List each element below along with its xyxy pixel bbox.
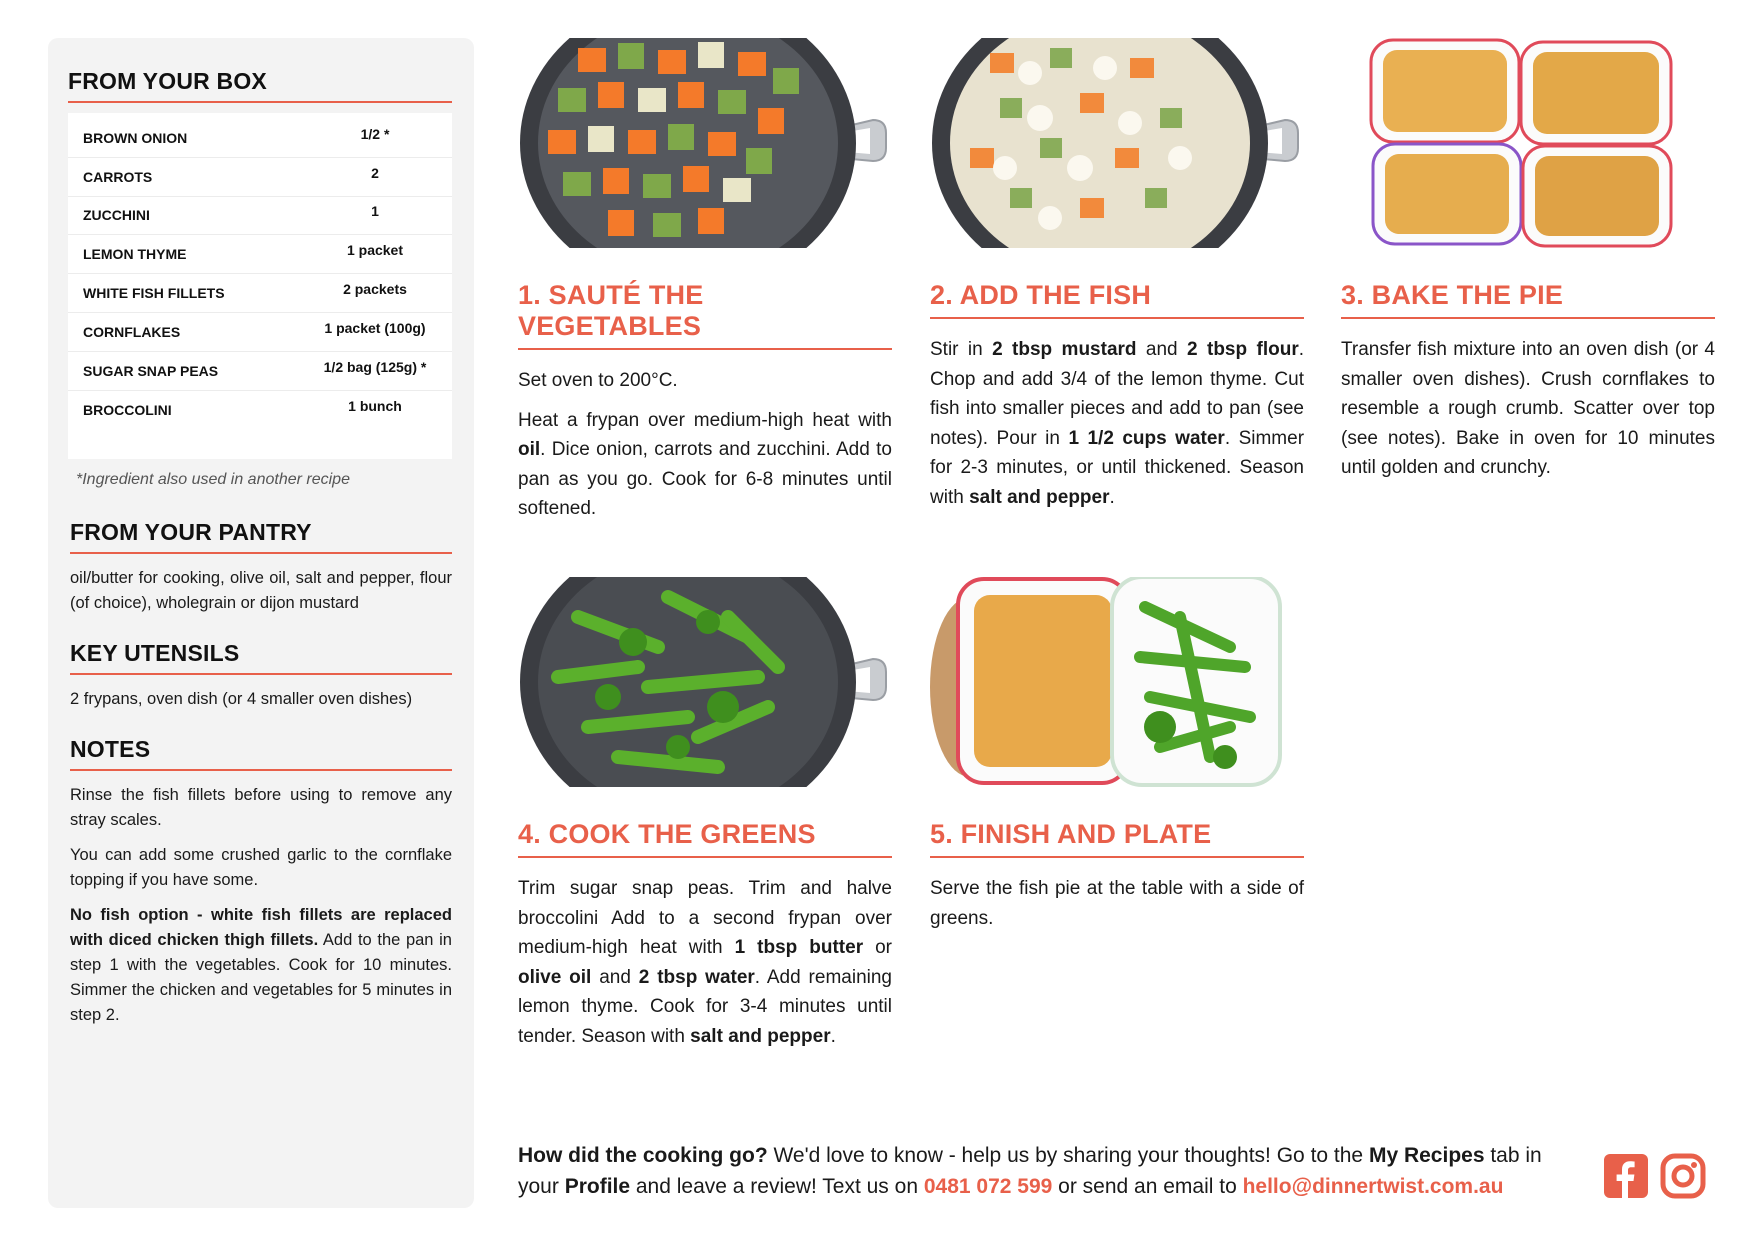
ingredient-row: [68, 274, 452, 313]
ingredient-row: [68, 391, 452, 430]
utensils-text: 2 frypans, oven dish (or 4 smaller oven dishes): [70, 690, 413, 709]
pantry-section: [68, 519, 452, 616]
email-link[interactable]: hello@dinnertwist.com.au: [1242, 1175, 1504, 1198]
step-4: [518, 577, 892, 1051]
step-4-text: [518, 874, 892, 1051]
ingredients-sidebar: [48, 38, 474, 1208]
instagram-icon[interactable]: [1660, 1153, 1706, 1199]
step-bold: 1 1/2 cups water: [1068, 427, 1225, 449]
ingredient-qty: 1: [371, 203, 379, 220]
footer-bold: Profile: [564, 1175, 631, 1198]
step-bold: 2 tbsp flour: [1187, 339, 1299, 360]
ingredient-row: [68, 235, 452, 274]
ingredient-name: ZUCCHINI: [83, 207, 150, 224]
step-text: . Simmer for 2-3 minutes, or until thickened. Season with: [930, 427, 1305, 508]
pan-vegetables-image: [518, 38, 892, 248]
step-bold: 1 tbsp butter: [734, 937, 864, 958]
note-bold: No fish option - white fish fillets are replaced with diced chicken thigh fillets.: [70, 906, 452, 950]
ingredients-table: [68, 113, 452, 459]
step-1-text: [518, 406, 892, 524]
step-5: [930, 577, 1304, 933]
ingredient-row: [68, 197, 452, 236]
note-paragraph: [70, 903, 452, 1028]
step-2-photo: [930, 38, 1304, 248]
step-5-photo: [930, 577, 1304, 787]
footer-text: We'd love to know - help us by sharing your thoughts! Go to the: [767, 1144, 1369, 1167]
step-3-text: Transfer fish mixture into an oven dish (or 4 smaller oven dishes). Crush cornflakes to resemble a rough crumb. Scatter over top (see notes). Bake in oven for 10 minutes until golden and crunchy.: [1341, 339, 1715, 478]
ingredient-row: [68, 313, 452, 352]
ingredient-row: [68, 158, 452, 197]
ingredient-qty: 1 packet (100g): [324, 319, 426, 336]
step-bold: oil: [518, 439, 541, 460]
step-1: [518, 38, 892, 524]
step-text: Stir in: [930, 339, 993, 360]
ingredient-name: BROCCOLINI: [83, 401, 172, 418]
plated-dinner-image: [930, 577, 1304, 787]
ingredient-name: CARROTS: [83, 168, 153, 185]
step-5-text: Serve the fish pie at the table with a side of greens.: [930, 878, 1304, 929]
step-4-heading: 4. COOK THE GREENS: [518, 819, 892, 858]
step-bold: salt and pepper: [969, 486, 1110, 508]
step-3-heading: 3. BAKE THE PIE: [1341, 280, 1715, 319]
note-text: Add to the pan in step 1 with the vegetables. Cook for 10 minutes. Simmer the chicken and vegetables for 5 minutes in step 2.: [70, 931, 452, 1025]
pan-greens-image: [518, 577, 892, 787]
step-3-photo: [1341, 38, 1715, 248]
step-text: or: [863, 937, 892, 958]
box-heading: FROM YOUR BOX: [68, 68, 452, 103]
ingredient-row: [68, 119, 452, 158]
ingredient-name: LEMON THYME: [83, 246, 187, 263]
step-1-text: Set oven to 200°C.: [518, 370, 678, 391]
notes-section: [68, 736, 452, 1028]
step-2-heading: 2. ADD THE FISH: [930, 280, 1304, 319]
step-text: . Chop and add 3/4 of the lemon thyme. Cut fish into smaller pieces and add to pan (see notes). Pour in: [930, 339, 1304, 449]
ingredient-qty: 1 bunch: [348, 397, 402, 414]
step-bold: 2 tbsp mustard: [992, 339, 1137, 360]
utensils-section: [68, 640, 452, 712]
footer-bold: How did the cooking go?: [518, 1144, 768, 1167]
ingredient-qty: 2 packets: [343, 281, 407, 298]
notes-heading: NOTES: [70, 736, 452, 771]
pantry-heading: FROM YOUR PANTRY: [70, 519, 452, 554]
baked-pies-image: [1341, 38, 1715, 248]
pantry-text: oil/butter for cooking, olive oil, salt and pepper, flour (of choice), wholegrain or dijon mustard: [70, 569, 452, 613]
step-text: Heat a frypan over medium-high heat with: [518, 409, 892, 431]
step-text: . Dice onion, carrots and zucchini. Add to pan as you go. Cook for 6-8 minutes until softened.: [518, 439, 892, 519]
step-text: and: [1136, 339, 1188, 360]
step-2: [930, 38, 1304, 512]
shared-ingredient-note: *Ingredient also used in another recipe: [76, 471, 350, 489]
note-paragraph: You can add some crushed garlic to the cornflake topping if you have some.: [70, 846, 452, 890]
ingredient-name: CORNFLAKES: [83, 323, 181, 340]
step-bold: olive oil: [518, 966, 592, 988]
ingredient-qty: 2: [371, 164, 379, 181]
step-text: and: [591, 966, 639, 988]
step-text: Trim sugar snap peas. Trim and halve broccolini Add to a second frypan over medium-high heat with: [518, 878, 892, 958]
step-bold: salt and pepper: [690, 1025, 831, 1047]
feedback-message: [518, 1140, 1578, 1202]
utensils-heading: KEY UTENSILS: [70, 640, 452, 675]
footer-text: or send an email to: [1052, 1175, 1243, 1198]
ingredient-qty: 1/2 *: [360, 125, 390, 142]
ingredient-name: WHITE FISH FILLETS: [83, 285, 225, 302]
step-text: .: [1109, 486, 1115, 508]
step-1-photo: [518, 38, 892, 248]
pan-fish-image: [930, 38, 1304, 248]
step-1-heading: 1. SAUTÉ THE VEGETABLES: [518, 280, 892, 350]
facebook-icon[interactable]: [1603, 1153, 1649, 1199]
step-2-text: [930, 335, 1304, 512]
note-paragraph: Rinse the fish fillets before using to remove any stray scales.: [70, 786, 452, 830]
step-text: .: [830, 1025, 836, 1047]
ingredient-name: SUGAR SNAP PEAS: [83, 362, 219, 379]
step-3: [1341, 38, 1715, 483]
ingredient-qty: 1/2 bag (125g) *: [323, 358, 427, 375]
footer-bold: My Recipes: [1368, 1144, 1485, 1167]
footer-text: tab in your: [518, 1144, 1542, 1198]
step-bold: 2 tbsp water: [638, 966, 755, 988]
footer-text: and leave a review! Text us on: [630, 1175, 924, 1198]
phone-number-link[interactable]: 0481 072 599: [923, 1175, 1053, 1198]
step-text: . Add remaining lemon thyme. Cook for 3-4 minutes until tender. Season with: [518, 966, 892, 1047]
ingredient-name: BROWN ONION: [83, 129, 188, 146]
step-5-heading: 5. FINISH AND PLATE: [930, 819, 1304, 858]
ingredient-qty: 1 packet: [346, 242, 404, 259]
step-4-photo: [518, 577, 892, 787]
ingredient-row: [68, 352, 452, 391]
